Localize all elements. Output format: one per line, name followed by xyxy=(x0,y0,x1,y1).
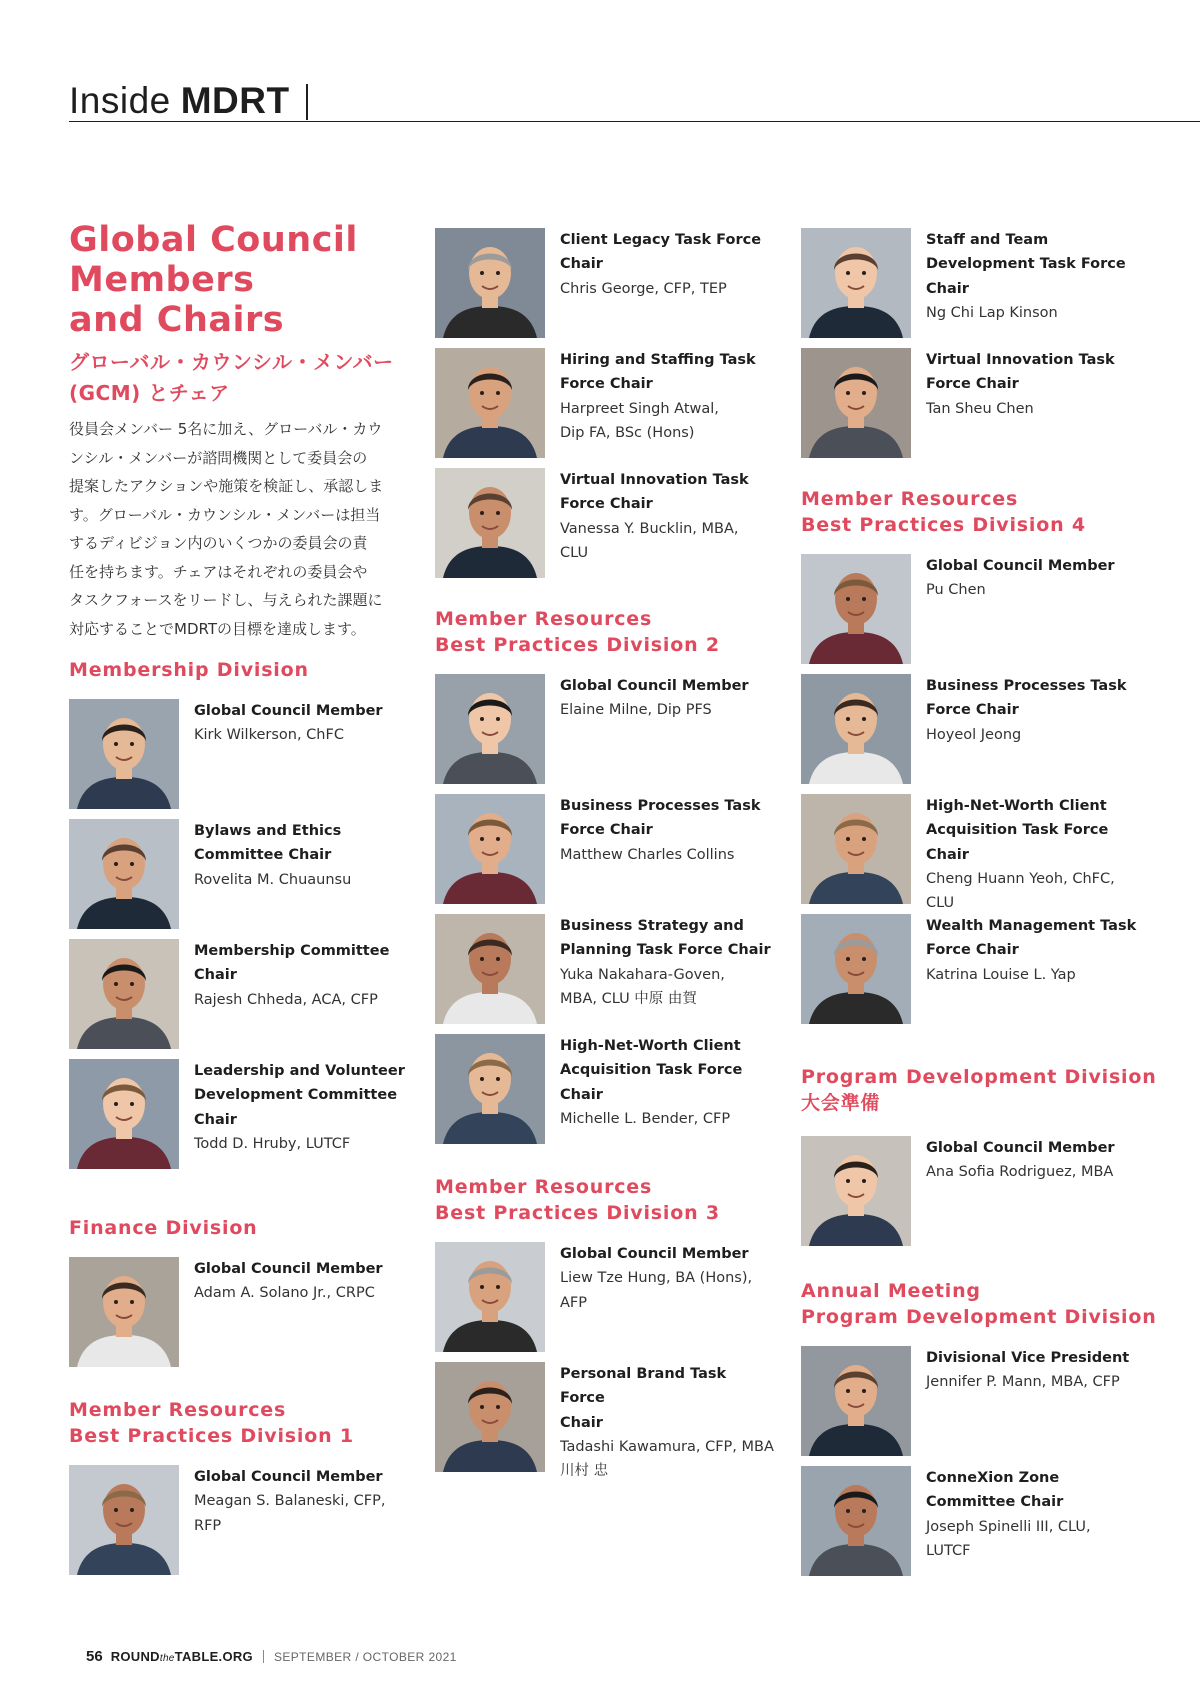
member-info xyxy=(560,794,775,867)
division-title xyxy=(69,1215,399,1241)
member-role xyxy=(194,1465,409,1489)
member-entry xyxy=(69,939,399,1059)
division-title-line: Finance Division xyxy=(69,1217,258,1239)
member-role-line: Business Processes Task xyxy=(560,798,761,814)
member-role-line: Development Task Force xyxy=(926,256,1126,273)
title-line: Members xyxy=(69,260,255,300)
member-info xyxy=(926,1136,1171,1185)
member-name-line: MBA, CLU 中原 由賀 xyxy=(560,990,697,1007)
member-photo xyxy=(801,228,911,338)
member-name-line: 川村 忠 xyxy=(560,1463,609,1480)
member-entry xyxy=(435,674,775,794)
member-role-line: Chair xyxy=(194,967,237,984)
member-name-line: Liew Tze Hung, BA (Hons), xyxy=(560,1270,753,1287)
member-name-line: Adam A. Solano Jr., CRPC xyxy=(194,1285,375,1302)
member-photo xyxy=(69,1257,179,1367)
member-name-line: Pu Chen xyxy=(926,582,986,599)
division-title-line: Annual Meeting xyxy=(801,1280,981,1302)
division-membership xyxy=(69,657,405,1179)
member-role-line: Chair xyxy=(926,280,969,297)
member-name xyxy=(560,1435,775,1484)
member-role-line: Global Council Member xyxy=(926,1140,1115,1156)
member-role xyxy=(926,794,1171,867)
member-info xyxy=(926,348,1171,421)
member-role xyxy=(560,1362,775,1435)
member-name-line: Kirk Wilkerson, ChFC xyxy=(194,727,344,744)
member-photo xyxy=(69,1059,179,1169)
member-photo xyxy=(435,1362,545,1472)
member-photo xyxy=(435,228,545,338)
intro-line: 役員会メンバー 5名に加え、グローバル・カウ xyxy=(69,420,383,438)
division-pdd xyxy=(801,1064,1186,1256)
member-role-line: Virtual Innovation Task xyxy=(926,352,1115,368)
member-name-line: Vanessa Y. Bucklin, MBA, xyxy=(560,520,739,537)
member-name xyxy=(926,578,1171,602)
member-role xyxy=(560,914,775,963)
member-name-line: Matthew Charles Collins xyxy=(560,846,735,863)
member-entry xyxy=(435,914,775,1034)
member-info xyxy=(560,348,775,445)
member-name xyxy=(194,723,409,747)
member-role xyxy=(560,348,775,397)
intro-line: するディビジョン内のいくつかの委員会の責 xyxy=(69,534,368,552)
member-photo xyxy=(435,1034,545,1144)
member-role-line: Wealth Management Task xyxy=(926,918,1137,934)
header-divider xyxy=(306,84,308,120)
member-photo xyxy=(801,1346,911,1456)
member-entry xyxy=(435,1034,775,1154)
jp-title-line: グローバル・カウンシル・メンバー xyxy=(69,350,394,374)
member-role xyxy=(560,228,775,277)
member-info xyxy=(560,914,775,1011)
division-title-line: Member Resources xyxy=(801,488,1019,510)
member-name-line: Dip FA, BSc (Hons) xyxy=(560,424,695,441)
member-photo xyxy=(435,674,545,784)
site-table: TABLE.ORG xyxy=(174,1649,253,1664)
member-name-line: Katrina Louise L. Yap xyxy=(926,966,1076,983)
division-title xyxy=(435,606,775,658)
member-role xyxy=(926,348,1171,397)
site-the: the xyxy=(159,1653,175,1664)
member-role xyxy=(926,1136,1171,1160)
member-role-line: Global Council Member xyxy=(194,703,383,719)
member-role-line: Force Chair xyxy=(560,822,653,839)
member-info xyxy=(560,1362,775,1483)
member-role-line: Force Chair xyxy=(926,702,1019,719)
page-title xyxy=(69,220,399,340)
member-photo xyxy=(69,939,179,1049)
member-name xyxy=(560,698,775,722)
member-name-line: Todd D. Hruby, LUTCF xyxy=(194,1135,351,1152)
member-info xyxy=(560,1242,775,1315)
member-photo xyxy=(69,1465,179,1575)
member-entry xyxy=(801,348,1186,468)
member-info xyxy=(560,468,775,565)
member-name xyxy=(560,963,775,1012)
member-photo xyxy=(69,699,179,809)
member-info xyxy=(194,1059,409,1156)
member-info xyxy=(194,1257,409,1306)
member-role-line: Committee Chair xyxy=(926,1494,1064,1511)
member-entry xyxy=(801,1136,1186,1256)
member-photo xyxy=(435,914,545,1024)
member-role-line: Planning Task Force Chair xyxy=(560,942,771,959)
site-round: ROUND xyxy=(110,1649,160,1664)
member-role xyxy=(926,914,1171,963)
member-role-line: Membership Committee xyxy=(194,943,390,959)
column-middle xyxy=(435,228,775,1482)
division-title-line: 大会準備 xyxy=(801,1092,881,1114)
division-ampdd xyxy=(801,1278,1186,1586)
title-line: Global Council xyxy=(69,220,358,260)
intro-line: 提案したアクションや施策を検証し、承認しま xyxy=(69,477,384,495)
header-mdrt-label: MDRT xyxy=(180,80,290,121)
member-role-line: ConneXion Zone xyxy=(926,1470,1060,1486)
division-title-line: Best Practices Division 4 xyxy=(801,514,1086,536)
member-info xyxy=(926,228,1171,325)
intro-line: 対応することでMDRTの目標を達成します。 xyxy=(69,619,366,638)
member-name-line: AFP xyxy=(560,1294,588,1311)
member-role-line: Business Processes Task xyxy=(926,678,1127,694)
member-info xyxy=(194,819,409,892)
member-name-line: Michelle L. Bender, CFP xyxy=(560,1110,731,1127)
member-name xyxy=(194,1132,409,1156)
member-entry xyxy=(435,1242,775,1362)
member-name-line: Rovelita M. Chuaunsu xyxy=(194,871,352,888)
member-name-line: LUTCF xyxy=(926,1542,971,1559)
intro-line: タスクフォースをリードし、与えられた課題に xyxy=(69,591,383,609)
member-role-line: Development Committee xyxy=(194,1087,398,1104)
column-left xyxy=(69,220,405,1585)
member-role-line: Force Chair xyxy=(560,376,653,393)
member-role-line: Chair xyxy=(560,1414,603,1431)
member-entry xyxy=(435,794,775,914)
division-title-line: Membership Division xyxy=(69,659,309,681)
member-name xyxy=(926,867,1171,916)
member-role-line: Global Council Member xyxy=(926,558,1115,574)
member-info xyxy=(560,1034,775,1131)
member-photo xyxy=(435,1242,545,1352)
division-title-line: Program Development Division xyxy=(801,1066,1157,1088)
member-name xyxy=(926,301,1171,325)
division-title xyxy=(435,1174,775,1226)
group-top-chairs xyxy=(435,228,775,588)
member-name-line: Rajesh Chheda, ACA, CFP xyxy=(194,991,378,1008)
member-role-line: Leadership and Volunteer xyxy=(194,1063,405,1079)
division-mrbp1 xyxy=(69,1397,399,1585)
member-role-line: Chair xyxy=(194,1111,237,1128)
member-name xyxy=(194,1281,409,1305)
member-name-line: Jennifer P. Mann, MBA, CFP xyxy=(926,1374,1120,1391)
member-info xyxy=(926,794,1171,915)
member-role-line: Chair xyxy=(560,1086,603,1103)
member-role xyxy=(926,228,1171,301)
member-role xyxy=(194,1059,409,1132)
member-name-line: CLU xyxy=(926,895,955,912)
member-name xyxy=(926,397,1171,421)
member-role xyxy=(926,1466,1171,1515)
member-info xyxy=(926,914,1171,987)
jp-title-line: (GCM) とチェア xyxy=(69,381,230,405)
member-role xyxy=(560,1242,775,1266)
intro-paragraph xyxy=(69,415,389,643)
member-role xyxy=(560,1034,775,1107)
division-title-line: Member Resources xyxy=(435,1176,653,1198)
member-name-line: Yuka Nakahara-Goven, xyxy=(560,966,725,983)
group-top-chairs xyxy=(801,228,1186,468)
page-footer xyxy=(86,1648,457,1665)
member-role-line: Chair xyxy=(560,256,603,273)
member-entry xyxy=(69,819,399,939)
division-mrbp2 xyxy=(435,606,775,1154)
member-info xyxy=(194,699,409,748)
intro-line: す。グローバル・カウンシル・メンバーは担当 xyxy=(69,505,381,524)
division-title xyxy=(801,1064,1186,1116)
member-photo xyxy=(801,1466,911,1576)
member-role xyxy=(560,468,775,517)
member-role-line: Global Council Member xyxy=(194,1469,383,1485)
member-role-line: Global Council Member xyxy=(194,1261,383,1277)
member-role-line: Personal Brand Task Force xyxy=(560,1366,727,1407)
member-photo xyxy=(801,674,911,784)
member-name-line: CLU xyxy=(560,544,589,561)
member-name xyxy=(560,843,775,867)
japanese-title xyxy=(69,347,399,409)
header-rule xyxy=(69,121,1200,122)
member-role-line: Acquisition Task Force xyxy=(926,822,1109,839)
division-title-line: Member Resources xyxy=(435,608,653,630)
member-info xyxy=(926,1466,1171,1563)
member-info xyxy=(194,1465,409,1538)
member-role-line: Virtual Innovation Task xyxy=(560,472,749,488)
member-info xyxy=(194,939,409,1012)
member-entry xyxy=(801,228,1186,348)
member-name-line: Meagan S. Balaneski, CFP, xyxy=(194,1493,386,1510)
member-entry xyxy=(801,1346,1186,1466)
member-name-line: Chris George, CFP, TEP xyxy=(560,280,727,297)
member-name xyxy=(926,1515,1171,1564)
member-photo xyxy=(435,348,545,458)
division-title-line: Best Practices Division 2 xyxy=(435,634,720,656)
member-name xyxy=(194,988,409,1012)
member-role-line: High-Net-Worth Client xyxy=(560,1038,741,1054)
member-name-line: Ng Chi Lap Kinson xyxy=(926,304,1058,321)
intro-line: ンシル・メンバーが諮問機関として委員会の xyxy=(69,448,368,467)
column-right xyxy=(801,228,1186,1586)
member-entry xyxy=(801,914,1186,1034)
member-entry xyxy=(69,1059,405,1179)
member-role xyxy=(194,939,409,988)
member-photo xyxy=(801,914,911,1024)
member-role xyxy=(560,794,775,843)
division-title xyxy=(69,657,399,683)
member-name-line: Cheng Huann Yeoh, ChFC, xyxy=(926,870,1115,887)
division-title xyxy=(801,1278,1186,1330)
member-role xyxy=(926,554,1171,578)
title-line: and Chairs xyxy=(69,300,285,340)
member-name xyxy=(560,1266,775,1315)
member-name xyxy=(560,397,775,446)
member-info xyxy=(926,674,1171,747)
member-entry xyxy=(435,468,775,588)
member-role xyxy=(926,1346,1171,1370)
division-mrbp3 xyxy=(435,1174,775,1482)
member-photo xyxy=(69,819,179,929)
member-role-line: Client Legacy Task Force xyxy=(560,232,762,248)
member-name-line: RFP xyxy=(194,1517,222,1534)
member-role xyxy=(926,674,1171,723)
division-title-line: Best Practices Division 1 xyxy=(69,1425,354,1447)
footer-divider xyxy=(263,1650,264,1663)
member-role xyxy=(194,819,409,868)
member-name xyxy=(194,868,409,892)
member-entry xyxy=(801,1466,1186,1586)
member-role-line: Bylaws and Ethics xyxy=(194,823,342,839)
division-finance xyxy=(69,1215,399,1377)
division-title-line: Program Development Division xyxy=(801,1306,1157,1328)
member-entry xyxy=(69,699,399,819)
member-role-line: Force Chair xyxy=(926,942,1019,959)
member-name xyxy=(926,723,1171,747)
member-role-line: Divisional Vice President xyxy=(926,1350,1130,1366)
member-role xyxy=(560,674,775,698)
division-mrbp4 xyxy=(801,486,1186,1034)
member-role-line: Business Strategy and xyxy=(560,918,744,934)
member-entry xyxy=(69,1465,399,1585)
member-name-line: Joseph Spinelli III, CLU, xyxy=(926,1518,1091,1535)
member-entry xyxy=(801,554,1186,674)
member-info xyxy=(926,1346,1171,1395)
issue-date: SEPTEMBER / OCTOBER 2021 xyxy=(273,1650,457,1664)
member-name xyxy=(560,277,775,301)
member-photo xyxy=(435,794,545,904)
member-info xyxy=(560,228,775,301)
section-header xyxy=(69,78,290,122)
member-name-line: Ana Sofia Rodriguez, MBA xyxy=(926,1164,1114,1181)
page-number: 56 xyxy=(86,1648,103,1665)
member-photo xyxy=(801,348,911,458)
division-title-line: Member Resources xyxy=(69,1399,287,1421)
member-role-line: High-Net-Worth Client xyxy=(926,798,1107,814)
member-role-line: Global Council Member xyxy=(560,1246,749,1262)
member-name-line: Harpreet Singh Atwal, xyxy=(560,400,719,417)
intro-line: 任を持ちます。チェアはそれぞれの委員会や xyxy=(69,562,368,581)
member-entry xyxy=(69,1257,399,1377)
member-name xyxy=(194,1489,409,1538)
member-name-line: Hoyeol Jeong xyxy=(926,726,1022,743)
member-name xyxy=(926,1370,1171,1394)
member-name xyxy=(560,517,775,566)
member-info xyxy=(926,554,1171,603)
member-photo xyxy=(801,554,911,664)
member-role-line: Force Chair xyxy=(926,376,1019,393)
member-role-line: Hiring and Staffing Task xyxy=(560,352,756,368)
member-role-line: Staff and Team xyxy=(926,232,1049,248)
member-name-line: Tan Sheu Chen xyxy=(926,400,1034,417)
header-inside-label: Inside xyxy=(69,80,171,121)
member-role-line: Acquisition Task Force xyxy=(560,1062,743,1079)
member-role-line: Committee Chair xyxy=(194,847,332,864)
site-name xyxy=(111,1649,253,1664)
member-entry xyxy=(435,228,775,348)
member-name xyxy=(926,1160,1171,1184)
member-entry xyxy=(435,1362,775,1482)
member-entry xyxy=(801,794,1186,914)
member-photo xyxy=(435,468,545,578)
member-role xyxy=(194,699,409,723)
member-role-line: Global Council Member xyxy=(560,678,749,694)
member-name xyxy=(926,963,1171,987)
division-title-line: Best Practices Division 3 xyxy=(435,1202,720,1224)
member-entry xyxy=(435,348,775,468)
member-entry xyxy=(801,674,1186,794)
member-role xyxy=(194,1257,409,1281)
member-info xyxy=(560,674,775,723)
division-title xyxy=(801,486,1186,538)
member-photo xyxy=(801,794,911,904)
member-name-line: Elaine Milne, Dip PFS xyxy=(560,702,712,719)
division-title xyxy=(69,1397,399,1449)
member-name xyxy=(560,1107,775,1131)
member-photo xyxy=(801,1136,911,1246)
member-role-line: Chair xyxy=(926,846,969,863)
member-role-line: Force Chair xyxy=(560,496,653,513)
member-name-line: Tadashi Kawamura, CFP, MBA xyxy=(560,1438,774,1455)
